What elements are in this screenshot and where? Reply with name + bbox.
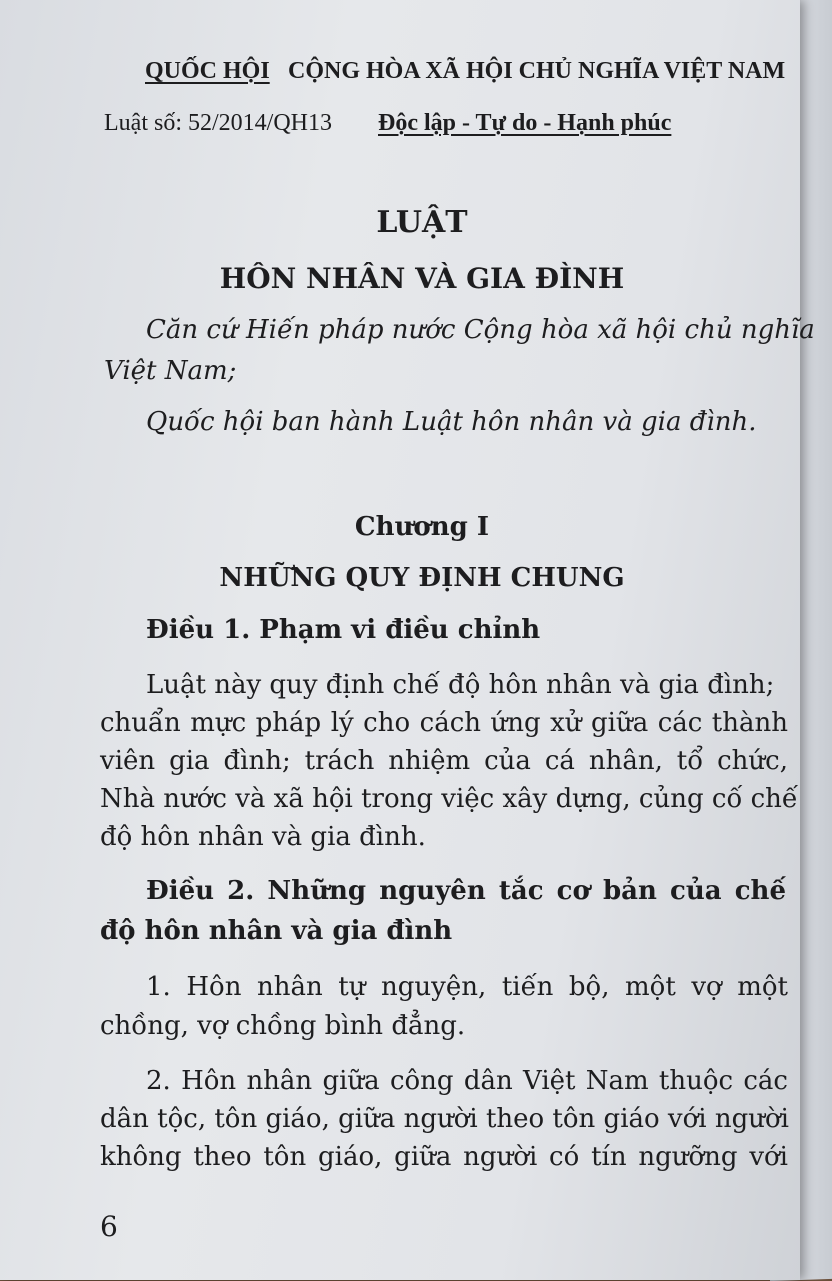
article-text-line: 2. Hôn nhân giữa công dân Việt Nam thuộc các xyxy=(146,1066,788,1096)
article-text-line: không theo tôn giáo, giữa người có tín ngưỡng với xyxy=(100,1142,788,1172)
preamble-line: Việt Nam; xyxy=(104,356,237,386)
preamble-line: Quốc hội ban hành Luật hôn nhân và gia đình. xyxy=(146,407,757,437)
page-number: 6 xyxy=(100,1210,118,1243)
article-heading: độ hôn nhân và gia đình xyxy=(100,916,453,946)
article-text-line: chồng, vợ chồng bình đẳng. xyxy=(100,1011,466,1041)
chapter-number: Chương I xyxy=(354,512,490,542)
article-text-line: Nhà nước và xã hội trong việc xây dựng, củng cố chế xyxy=(100,784,798,814)
national-motto: Độc lập - Tự do - Hạnh phúc xyxy=(378,110,672,136)
article-heading: Điều 2. Những nguyên tắc cơ bản của chế xyxy=(146,876,786,906)
article-heading: Điều 1. Phạm vi điều chỉnh xyxy=(146,615,541,645)
country-name: CỘNG HÒA XÃ HỘI CHỦ NGHĨA VIỆT NAM xyxy=(288,58,786,84)
chapter-name: NHỮNG QUY ĐỊNH CHUNG xyxy=(219,563,625,593)
article-text-line: 1. Hôn nhân tự nguyện, tiến bộ, một vợ một xyxy=(146,972,788,1002)
document-type-title: LUẬT xyxy=(376,205,468,240)
article-text-line: Luật này quy định chế độ hôn nhân và gia đình; xyxy=(146,670,775,700)
issuer-label: QUỐC HỘI xyxy=(145,58,270,84)
article-text-line: dân tộc, tôn giáo, giữa người theo tôn giáo với người xyxy=(100,1104,789,1134)
article-text-line: độ hôn nhân và gia đình. xyxy=(100,822,426,852)
law-name-title: HÔN NHÂN VÀ GIA ĐÌNH xyxy=(219,262,625,295)
article-text-line: viên gia đình; trách nhiệm của cá nhân, tổ chức, xyxy=(100,746,788,776)
preamble-line: Căn cứ Hiến pháp nước Cộng hòa xã hội chủ nghĩa xyxy=(146,315,815,345)
article-text-line: chuẩn mực pháp lý cho cách ứng xử giữa các thành xyxy=(100,708,788,738)
law-number: Luật số: 52/2014/QH13 xyxy=(104,110,332,136)
